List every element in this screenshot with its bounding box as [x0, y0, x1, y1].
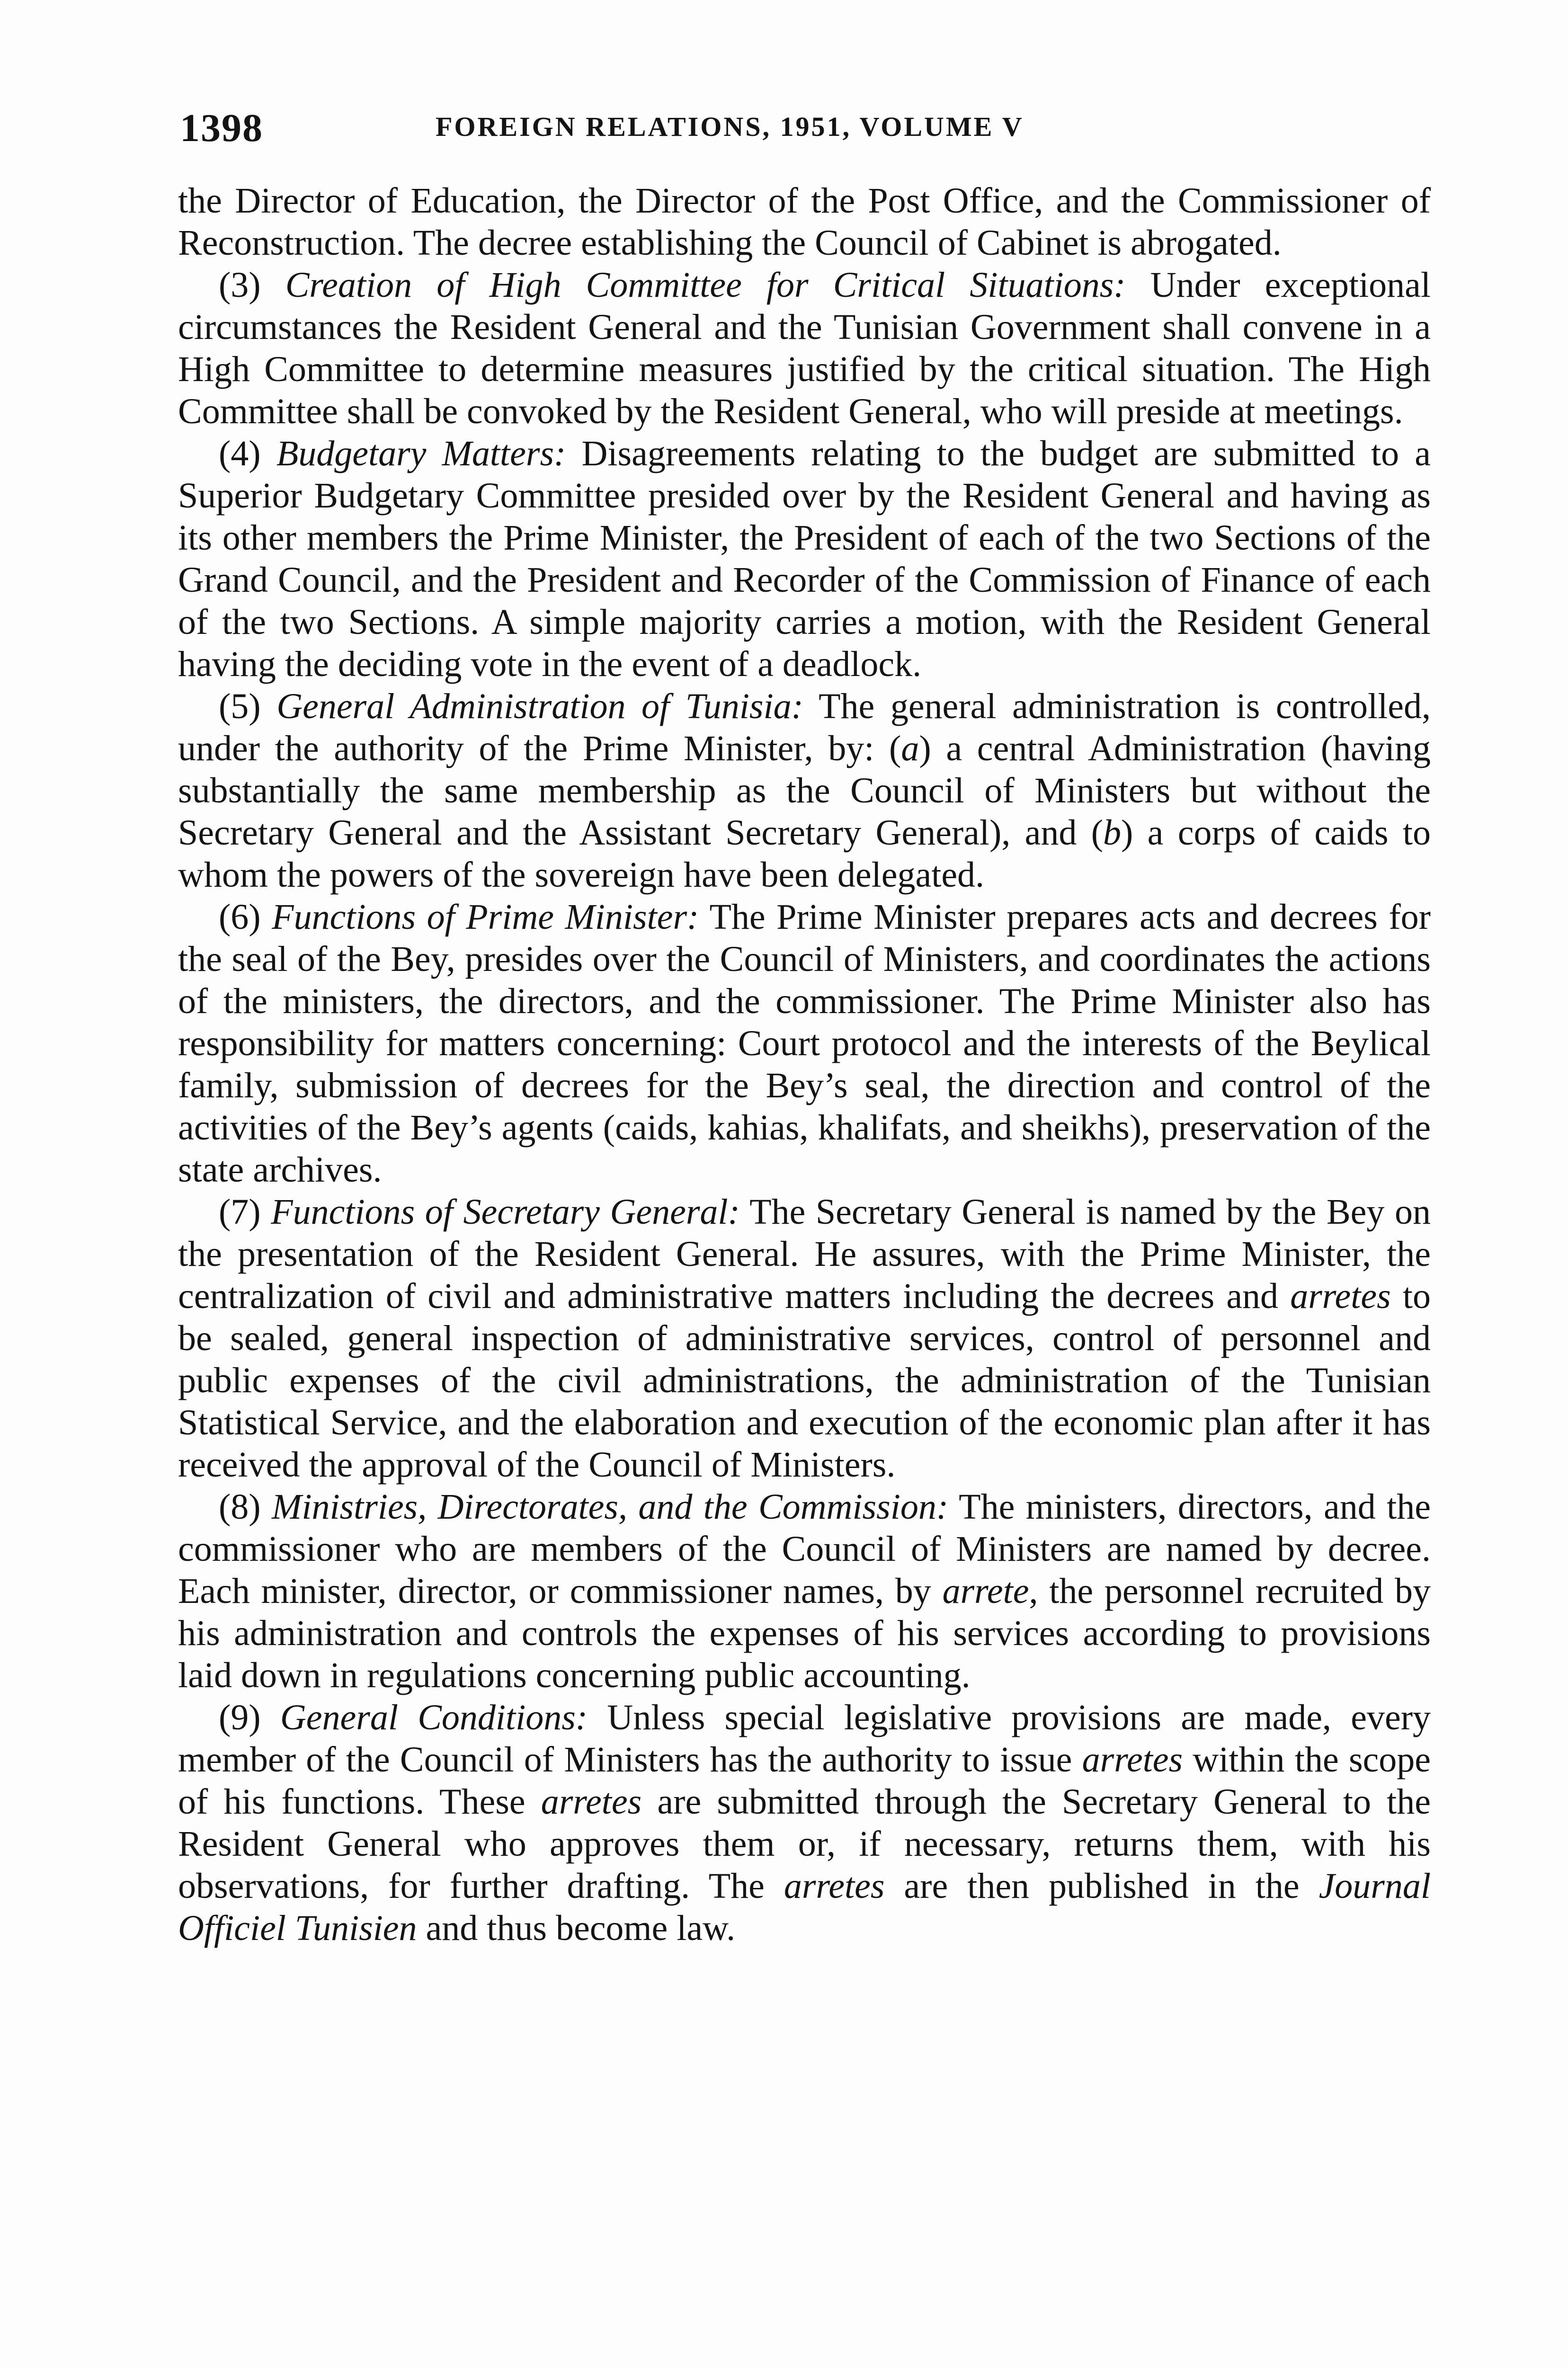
paragraph-heading: Functions of Prime Minister: — [272, 897, 699, 937]
paragraph-number: (4) — [219, 434, 261, 473]
paragraph-number: (7) — [219, 1192, 261, 1232]
paragraph-heading: General Administration of Tunisia: — [276, 686, 803, 726]
paragraph-heading: Ministries, Directorates, and the Commission: — [272, 1487, 949, 1527]
paragraph-text: ) a central Administration (having substantially the same membership as the Council of Ministers but without the Secretary General and the Assistant Secretary General), and ( — [178, 729, 1431, 853]
paragraph-heading: Creation of High Committee for Critical Situations: — [285, 265, 1126, 305]
italic-term: a — [901, 729, 919, 768]
paragraph-text: ) a corps of caids to whom the powers of the sovereign have been delegated. — [178, 813, 1431, 895]
paragraph-7 — [178, 1191, 1431, 1486]
paragraph-3 — [178, 264, 1431, 433]
paragraph-number: (6) — [219, 897, 261, 937]
journal-title: Journal Officiel Tunisien — [178, 1866, 1431, 1948]
paragraph-9 — [178, 1697, 1431, 1949]
paragraph-text: within the scope of his functions. These — [178, 1740, 1431, 1822]
page-header — [180, 105, 1430, 157]
paragraph-heading: Functions of Secretary General: — [271, 1192, 740, 1232]
italic-term: arretes — [1290, 1276, 1391, 1316]
paragraph-text: The Prime Minister prepares acts and decrees for the seal of the Bey, presides over the Council of Ministers, and coordinates the actions of the ministers, the directors, and the commissioner. The Prime Minister also has responsibility for matters concerning: Court protocol and the interests of the Beylical family, submission of decrees for the Bey’s seal, the direction and control of the activities of the Bey’s agents (caids, kahias, khalifats, and sheikhs), preservation of the state archives. — [178, 897, 1431, 1190]
paragraph-text: The ministers, directors, and the commissioner who are members of the Council of Ministers are named by decree. Each minister, director, or commissioner names, by — [178, 1487, 1431, 1611]
body-text — [178, 180, 1431, 1949]
paragraph-text: Unless special legislative provisions are made, every member of the Council of Ministers has the authority to issue — [178, 1698, 1431, 1780]
paragraph-number: (8) — [219, 1487, 261, 1527]
italic-term: arretes — [541, 1782, 642, 1822]
paragraph-heading: Budgetary Matters: — [276, 434, 566, 473]
paragraph-5 — [178, 685, 1431, 896]
paragraph-text: The Secretary General is named by the Bey on the presentation of the Resident General. He assures, with the Prime Minister, the centralization of civil and administrative matters including the decrees and — [178, 1192, 1431, 1316]
paragraph-text: , the personnel recruited by his administration and controls the expenses of his services according to provisions laid down in regulations concerning public accounting. — [178, 1571, 1431, 1695]
paragraph-text: Disagreements relating to the budget are submitted to a Superior Budgetary Committee presided over by the Resident General and having as its other members the Prime Minister, the President of each of the two Sections of the Grand Council, and the President and Recorder of the Commission of Finance of each of the two Sections. A simple majority carries a motion, with the Resident General having the deciding vote in the event of a deadlock. — [178, 434, 1431, 684]
paragraph-text: to be sealed, general inspection of administrative services, control of personnel and public expenses of the civil administrations, the administration of the Tunisian Statistical Service, and the elaboration and execution of the economic plan after it has received the approval of the Council of Ministers. — [178, 1276, 1431, 1485]
paragraph-heading: General Conditions: — [280, 1698, 588, 1737]
italic-term: arretes — [784, 1866, 885, 1906]
paragraph-6 — [178, 896, 1431, 1191]
italic-term: arrete — [942, 1571, 1029, 1611]
paragraph-text: are then published in the — [884, 1866, 1319, 1906]
paragraph-text: The general administration is controlled, under the authority of the Prime Minister, by: ( — [178, 686, 1431, 768]
continuation-paragraph: the Director of Education, the Director of the Post Office, and the Commissioner of Reconstruction. The decree establishing the Council of Cabinet is abrogated. — [178, 181, 1431, 263]
paragraph-text: Under exceptional circumstances the Resident General and the Tunisian Government shall convene in a High Committee to determine measures justified by the critical situation. The High Committee shall be convoked by the Resident General, who will preside at meetings. — [178, 265, 1431, 431]
paragraph-number: (5) — [219, 686, 261, 726]
paragraph-number: (9) — [219, 1698, 261, 1737]
paragraph-8 — [178, 1486, 1431, 1697]
paragraph-number: (3) — [219, 265, 261, 305]
italic-term: b — [1103, 813, 1122, 853]
paragraph-4 — [178, 433, 1431, 685]
running-head: FOREIGN RELATIONS, 1951, VOLUME V — [436, 111, 1024, 142]
page-number: 1398 — [180, 106, 263, 150]
paragraph-text: and thus become law. — [417, 1908, 736, 1948]
italic-term: arretes — [1082, 1740, 1183, 1780]
paragraph-text: are submitted through the Secretary General to the Resident General who approves them or, if necessary, returns them, with his observations, for further drafting. The — [178, 1782, 1431, 1906]
